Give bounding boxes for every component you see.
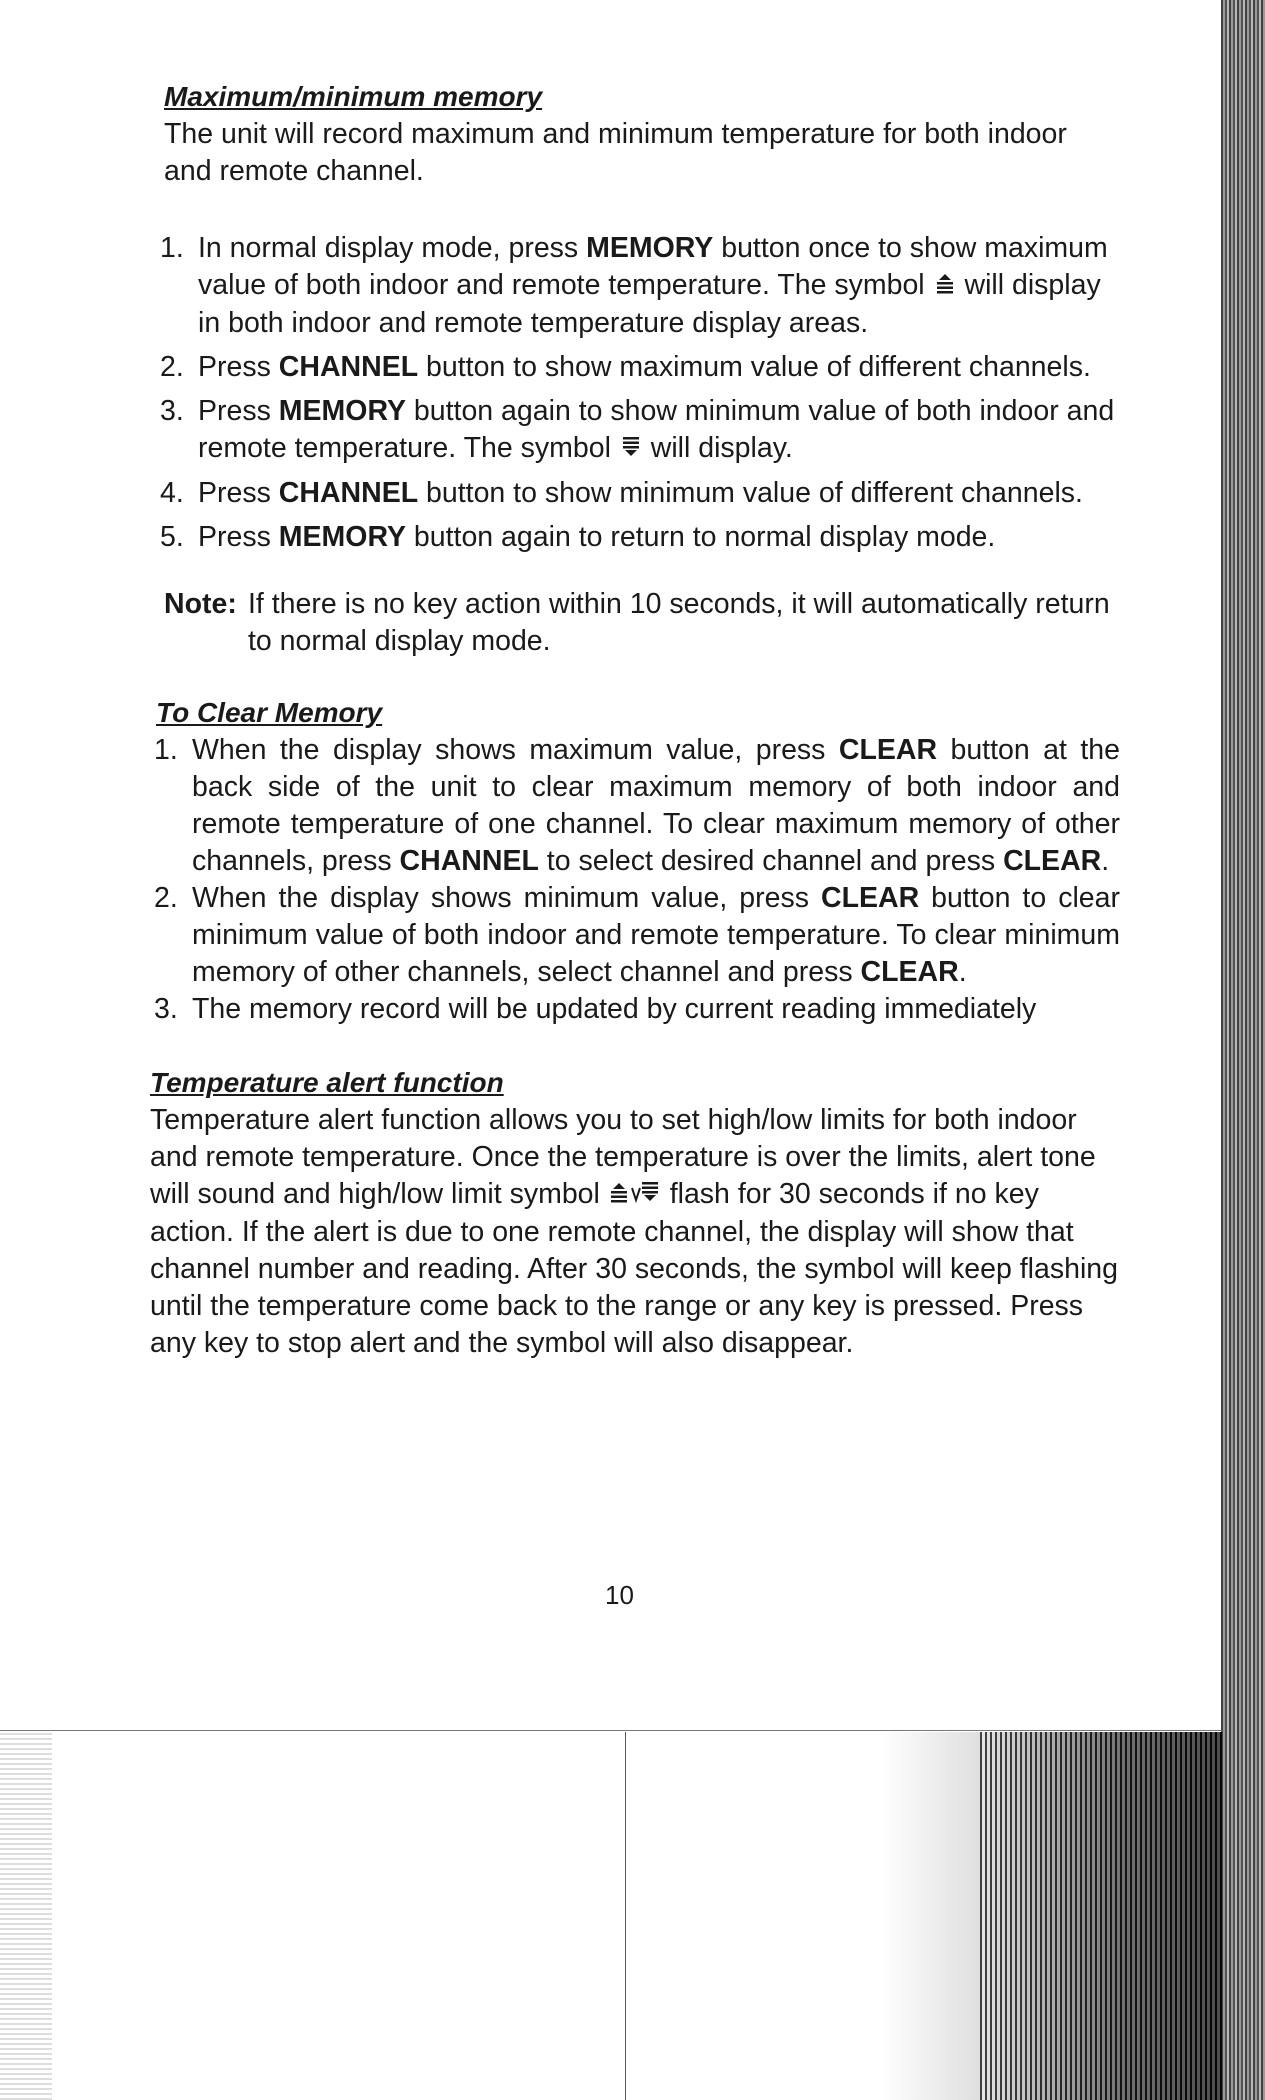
list-item: 1. When the display shows maximum value, press CLEAR button at the back side of the unit to clear maximum memory of both indoor and remote temperature of one channel. To clear maximum memory of other channels, press CHANNEL to select desired channel and press CLEAR. xyxy=(154,733,1120,877)
clear-memory-list xyxy=(154,732,1120,1028)
list-item: 2. Press CHANNEL button to show maximum value of different channels. xyxy=(160,350,1091,383)
list-item: 1. In normal display mode, press MEMORY button once to show maximum value of both indoor and remote temperature. The symbol will display in both indoor and remote temperature display areas. xyxy=(160,232,1108,339)
high-limit-alert-icon xyxy=(608,1177,630,1214)
section-heading-max-min-memory: Maximum/minimum memory xyxy=(164,81,543,112)
list-item: 5. Press MEMORY button again to return to normal display mode. xyxy=(160,520,996,553)
list-item: 3. Press MEMORY button again to show minimum value of both indoor and remote temperature. The symbol will display. xyxy=(160,393,1120,468)
scan-stripes-right xyxy=(980,1732,1222,2100)
temperature-alert-text: Temperature alert function allows you to set high/low limits for both indoor and remote temperature. Once the temperature is over the limits, alert tone will sound and high/low limit symbol flash for 30 seconds if no key action. If the alert is due to one remote channel, the display will show that channel number and reading. After 30 seconds, the symbol will keep flashing until the temperature come back to the range or any key is pressed. Press any key to stop alert and the symbol will also disappear. xyxy=(150,1103,1118,1359)
memory-steps-list xyxy=(160,230,1120,556)
section-heading-temperature-alert: Temperature alert function xyxy=(150,1066,504,1098)
scan-noise-left xyxy=(0,1732,52,2100)
page-number: 10 xyxy=(605,1580,634,1610)
page-content xyxy=(150,80,1120,1362)
gutter-line xyxy=(625,1732,626,2100)
list-item: 3. The memory record will be updated by current reading immediately xyxy=(154,992,1037,1025)
note-block: Note: If there is no key action within 10 seconds, it will automatically return to normal display mode. xyxy=(164,587,1110,657)
section-intro: The unit will record maximum and minimum temperature for both indoor and remote channel. xyxy=(164,118,1067,187)
scan-edge-shadow xyxy=(1221,0,1265,2100)
section-heading-clear-memory: To Clear Memory xyxy=(156,696,383,728)
list-item: 2. When the display shows minimum value, press CLEAR button to clear minimum value of both indoor and remote temperature. To clear minimum memory of other channels, select channel and press CLEAR. xyxy=(154,881,1120,988)
min-memory-icon xyxy=(619,431,643,468)
low-limit-alert-icon xyxy=(630,1177,662,1214)
page-fold-line xyxy=(0,1730,1222,1731)
list-item: 4. Press CHANNEL button to show minimum value of different channels. xyxy=(160,476,1083,509)
max-memory-icon xyxy=(933,268,957,305)
